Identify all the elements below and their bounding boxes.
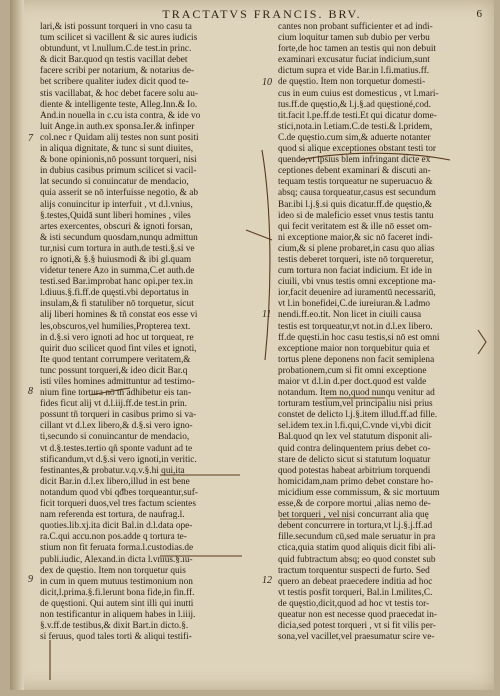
text-line: Bar.ibi l.j.§.si quis dicatur.ff.de quęstio,& [278,199,432,210]
text-line: alij liberi homines & tñ constat eos esse vi [40,310,198,321]
text-line: micidium esse commissum, & sic mortuum [278,487,440,498]
text-line: sel.idem tex.in l.fi.qui,C.vnde vi,vbi dicit [278,421,432,432]
text-line: in cum in quem mutuus testimonium non [40,576,193,587]
text-line: alijs conuincitur ip interfuit , vt d.l.vnius, [40,199,193,210]
text-line: lat secundo si conuincatur de mendacio, [40,177,189,188]
text-line: constet de delicto l.j.§.item illud.ff.ad fille. [278,410,438,421]
text-line: nium fine tortura nō tñ adhibetur eis tan- [40,388,192,399]
text-line: esse,& de corpore mortui ,alias nemo de- [278,499,431,510]
text-line: quia asserit se nō interfuisse negotio, & ab [40,188,199,199]
text-line: quendo,vt ipsius blem infringant dicte ex [278,155,431,166]
text-line: bet torqueri , vel nisi concurrant alia quę [278,510,429,521]
text-line: testi.sed Bar.improbat hanc opi.per tex.in [40,277,193,288]
text-line: ctica,quia statim quod aliquis dicit fibi ali- [278,543,436,554]
text-line: de quęstio,dicit,quod ad hoc vt testis tor- [278,598,430,609]
margin-number: 12 [262,575,272,586]
text-line: tus.ff.de quęstio,& l.j.§.ad quęstioné,cod. [278,99,431,110]
text-line: examinari excusatur fuciat indicium,sunt [278,55,430,66]
text-line: obtundunt, vt l.nullum.C.de test.in princ. [40,44,192,55]
text-line: And.in nouella in c.cu ista contra, & ide vo [40,110,201,121]
text-line: isti viles homines admittuntur ad testimo- [40,377,195,387]
margin-number: 10 [262,77,272,88]
text-line: stium non fit feruata forma.l.custodias.de [40,543,194,554]
text-line: de quęstioni. Qui autem sint illi qui inutti [40,598,194,609]
text-line: ior,facit deuenire ad iuramentū necessariū, [278,288,436,299]
text-line: quod potestas habeat arbitrium torquendi [278,465,431,476]
text-line: §.v.ff.de testibus,& dixit Bart.in dicto.§. [40,621,189,632]
text-line: quod si alique exceptiones obstant testi tor [278,144,437,155]
text-line: Ite quod tentant corrumpere veritatem,& [40,354,191,365]
text-line: stare de delicto sicut si statutum loquatur [278,454,431,465]
text-line: quoties.lib.xj.ita dicit Bal.in d.l.data ope- [40,521,193,532]
text-line: quid fubtractum absq; eo quod constet sub [278,554,436,565]
text-line: ti,secundo si conuincantur de mendacio, [40,432,190,443]
text-line: cium,& si plene probaret,in casu quo alias [278,243,435,254]
text-line: notandum. Item no,quod nunqu venitur ad [278,388,435,399]
text-line: vt testis posfit torqueri, Bal.in l.milites,C. [278,587,433,598]
text-line: quirit duo scilicet quod fint viles et ignoti, [40,343,197,354]
text-line: nendi.ff.eo.tit. Non licet in ciuili causa [278,310,422,321]
text-line: Bal.quod qn lex vel statutum disponit ali- [278,432,433,443]
text-line: publi.iudic, Alexand.in dicta l.vnius.§.iu- [40,554,193,565]
running-header [80,6,484,22]
text-line: tractum torquentur suspecti de furto. Sed [278,565,430,576]
text-line: ra.C.qui accu.non pos.adde q tortura te- [40,532,187,543]
text-line: ideo si de maleficio esset vnus testis tantu [278,210,434,221]
margin-number: 9 [28,574,33,585]
text-line: cium loquitur tamen sub dubio per verbu [278,33,430,44]
text-line: festinantes,& probatur.v.q.v.§.hi qui,ita [40,465,185,476]
text-line: testis deberet torqueri, iste nō torqueretur, [278,254,434,265]
page-spine-shadow [10,0,24,690]
text-line: lari,& isti possunt torqueri in vno casu ta [40,22,192,32]
text-line: homicidam,nam primo debet constare ho- [278,476,434,487]
text-line: torturam testium,vel principaliu nisi prius [278,399,433,410]
text-line: tum scilicet si vacillent & sic aures iudicis [40,33,198,44]
margin-number: 8 [28,386,33,397]
text-line: vt l.in bonefidei,C.de iureiuran.& l.admo [278,299,431,310]
margin-number: 7 [28,133,33,144]
text-line: non testificantur in aliquem habes in l.iiij. [40,609,196,620]
text-line: col.nec r Quidam alij testes non sunt positi [40,132,199,143]
text-line: de quęstio. Item non torquetur domesti- [278,77,426,88]
text-line: debent concurrere in tortura,vt l.j.§.j.ff.ad [278,521,433,532]
text-line: dicia,sed potest torqueri , vt si fit vilis per- [278,621,436,632]
text-line: ceptiones debent examinari & discuti an- [278,166,431,177]
text-line: artes exercentes, obscuri & ignoti forsan, [40,221,193,232]
page-title: TRACTATVS FRANCIS. BRV. [162,6,362,21]
text-line: & bone opinionis,nō possunt torqueri, nisi [40,155,197,166]
folio-number: 6 [476,8,484,20]
text-line: stificandum,vt d.§.si vero ignoti,in veritic. [40,454,197,465]
text-line: insulam,& fi statuliber nō torquetur, sicut [40,299,194,310]
text-line: sona,vel vacillet,vel praesumatur scire ve- [278,632,435,643]
margin-bracket-line [262,150,270,360]
text-line: possunt tñ torqueri in casibus primo si va- [40,410,197,421]
text-line: ro ignoti,& §.§ huiusmodi & ibi gl.quam [40,254,192,265]
text-line: & isti secundum quosdam,nunqu admittun [40,232,198,243]
text-line: fides ficut alij vt d.l.iij.ff.de test.in prin. [40,399,188,410]
text-line: notandum quod vbi qđbes torqueantur,suf- [40,487,198,498]
text-line: luit Ange.in auth.ex sponsa.Ier.& infinper [40,121,195,132]
text-line: tit.facit l.pe.ff.de testi.Et qui dicatur dome- [278,110,437,121]
text-line: tur,nisi cum tortura in auth.de testi.§.si ve [40,243,195,254]
text-line: probationem,cum si fit omni exceptione [278,365,427,376]
manuscript-page [10,0,494,690]
text-line: dicit Bar.in d.l.ex libero,illud in est bene [40,476,190,487]
text-line: cum tortura non faciat indicium. Et ide in [278,266,432,277]
text-line: vt d.§.testes.tertio qñ sponte vadunt ad te [40,443,193,454]
text-line: ficit torqueri duos,vel tres factum scientes [40,499,196,510]
text-line: videtur tenere Azo in summa,C.et auth.de [40,266,195,277]
text-line: tortus plene deponens non facit semiplena [278,354,435,365]
text-line: quid contra delinquentem prius debet co- [278,443,431,454]
text-line: queatur non est necesse quod praecedat in- [278,609,438,620]
text-line: testis est torqueatur,vt not.in d.l.ex libero. [278,321,433,332]
text-line: qui fecit veritatem est & ille nō esset om- [278,221,432,232]
text-line: absq; causa torqueatur,casus est secundum [278,188,436,199]
text-line: in d.§.si vero ignoti ad hoc ut torqueat, re [40,332,194,343]
text-line: facere scribi per notarium, & notarius de- [40,66,195,77]
text-line: forte,de hoc tamen an testis qui non debuit [278,44,437,55]
text-line: tequam testis torqueatur ne superuacuo & [278,177,433,188]
text-line: cillant vt d.l.ex libero,& d.§.si vero igno- [40,421,193,432]
text-line: diente & intelligente teste, Alleg.Inn.& Io. [40,99,198,110]
text-line: tunc possunt torqueri,& ideo dicit Bar.q [40,365,188,376]
text-line: cantes non probant sufficienter et ad indi- [278,22,433,32]
text-line: stici,nota.in l.etiam.C.de testi.& l.pridem, [278,121,433,132]
text-line: nam referenda est tortura, de naufrag.l. [40,510,185,521]
text-line: les,obscuros,vel humilies,Propterea text. [40,321,191,332]
text-line: ff.de quęsti.in hoc casu testis,si nō est omni [278,332,440,343]
text-line: dex de quęstio. Item non torquetur quis [40,565,186,576]
text-line: & dicit Bar.quod qn testis vacillat debet [40,55,188,66]
text-line: dicit,l.prima.§.fi.lerunt bona fide,in fin.ff. [40,587,195,598]
text-line: ni exceptione maior,& sic nō faceret indi- [278,232,433,243]
text-line: in aliqua dignitate, & tunc si sunt diuites, [40,144,194,155]
text-line: si feruus, quod tales torti & aliqui testifi- [40,632,192,643]
text-line: in dubius casibus primum scilicet si vacil- [40,166,197,177]
margin-number: 11 [262,309,272,320]
text-line: bet scribere qualiter iudex dicit quod te- [40,77,189,88]
text-line: stis vacillabat, & hoc debet facere solu au- [40,88,198,99]
text-line: cus in eum cuius est domesticus , vt l.mari- [278,88,439,99]
text-line: l.diuus.§.fi.ff.de quęsti.vbi deportatus in [40,288,189,299]
right-text-column [278,22,494,643]
text-line: ciuili, vbi vnus testis omni exceptione ma- [278,277,436,288]
text-line: maior vt d.l.in d.per doct.quod est valde [278,377,427,387]
text-line: dictum supra et vide Bar.in l.fi.matius.ff. [278,66,430,77]
left-text-column [40,22,256,643]
text-line: quero an debeat praecedere inditia ad hoc [278,576,433,587]
text-line: §.testes,Quidā sunt liberi homines , viles [40,210,191,221]
text-line: C.de quęstio.cum sim,& aduerte notanter [278,132,431,143]
text-line: exceptione maior non torquebitur quia et [278,343,430,354]
text-line: fille.secundum cū,sed male seruatur in pra [278,532,436,543]
